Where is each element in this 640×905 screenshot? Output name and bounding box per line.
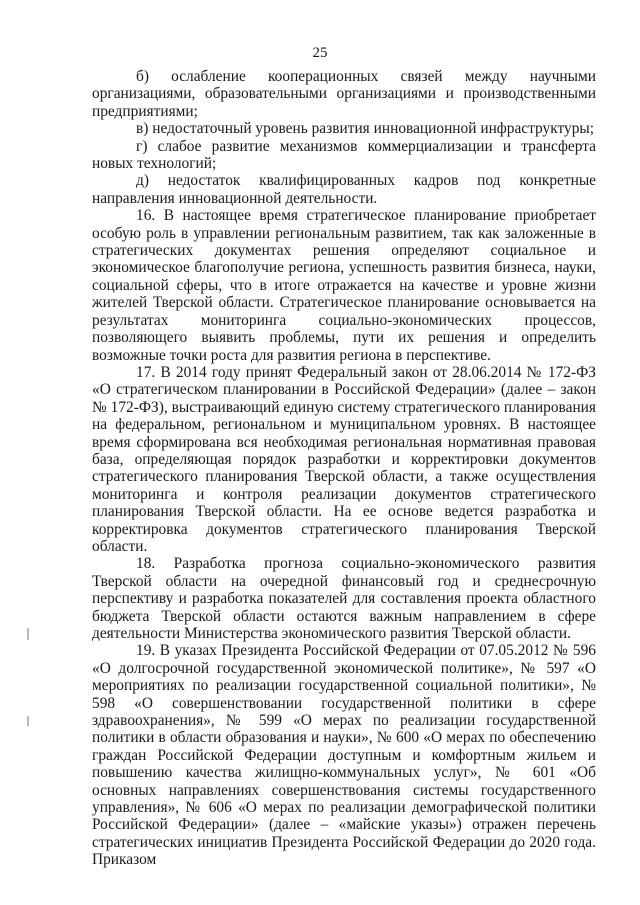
list-item-d: д) недостаток квалифицированных кадров под конкретные направления инновационной деятельности. — [92, 172, 596, 207]
paragraph-16: 16. В настоящее время стратегическое планирование приобретает особую роль в управлении региональным развитием, так как заложенные в стратегических документах решения определяют социальное и экономическое благополучие региона, успешность развития бизнеса, науки, социальной сферы, что в итоге отражается на качестве и уровне жизни жителей Тверской области. Стратегическое планирование основывается на результатах мониторинга социально-экономических процессов, позволяющего выявить проблемы, пути их решения и определить возможные точки роста для развития региона в перспективе. — [92, 207, 596, 364]
page-number: 25 — [312, 45, 328, 61]
list-item-v: в) недостаточный уровень развития инновационной инфраструктуры; — [136, 120, 595, 138]
scan-artifact-mark — [27, 628, 29, 640]
paragraph-18: 18. Разработка прогноза социально-экономического развития Тверской области на очередной финансовый год и среднесрочную перспективу и разработка показателей для составления проекта областного бюджета Тверской области остаются важным направлением в сфере деятельности Министерства экономического развития Тверской области. — [92, 555, 596, 642]
paragraph-19: 19. В указах Президента Российской Федерации от 07.05.2012 № 596 «О долгосрочной государственной экономической политике», № 597 «О мероприятиях по реализации государственной социальной политики», № 598 «О совершенствовании государственной политики в сфере здравоохранения», № 599 «О мерах по реализации государственной политики в области образования и науки», № 600 «О мерах по обеспечению граждан Российской Федерации доступным и комфортным жильем и повышению качества жилищно-коммунальных услуг», № 601 «Об основных направлениях совершенствования системы государственного управления», № 606 «О мерах по реализации демографической политики Российской Федерации» (далее – «майские указы») отражен перечень стратегических инициатив Президента Российской Федерации до 2020 года. Приказом — [92, 642, 596, 869]
list-item-b: б) ослабление кооперационных связей между научными организациями, образовательными организациями и производственными предприятиями; — [92, 68, 596, 120]
list-item-g: г) слабое развитие механизмов коммерциализации и трансферта новых технологий; — [92, 137, 596, 173]
scan-artifact-mark — [27, 716, 29, 726]
page-body — [92, 68, 596, 869]
paragraph-17: 17. В 2014 году принят Федеральный закон от 28.06.2014 № 172-ФЗ «О стратегическом планировании в Российской Федерации» (далее – закон № 172-ФЗ), выстраивающий единую систему стратегического планирования на федеральном, региональном и муниципальном уровнях. В настоящее время сформирована вся необходимая региональная нормативная правовая база, определяющая порядок разработки и корректировки документов стратегического планирования Тверской области, а также осуществления мониторинга и контроля реализации документов стратегического планирования Тверской области. На ее основе ведется разработка и корректировка документов стратегического планирования Тверской области. — [92, 363, 596, 555]
